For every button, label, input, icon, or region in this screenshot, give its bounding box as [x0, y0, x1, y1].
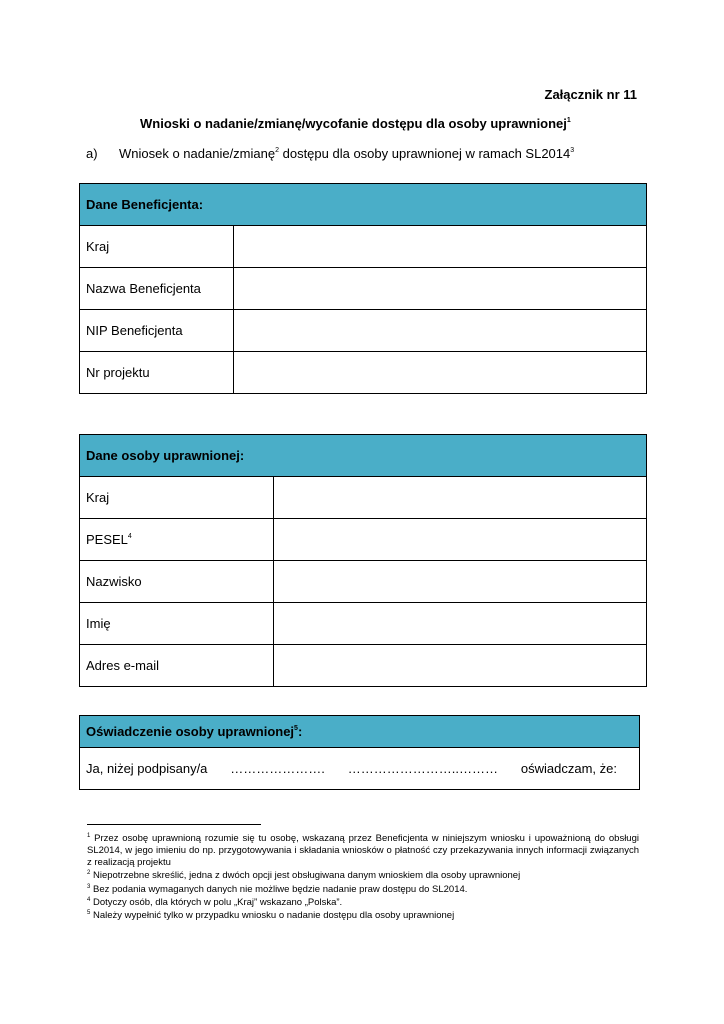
- footnote-number: 2: [87, 870, 91, 876]
- field-label-beneficiary-nip: NIP Beneficjenta: [80, 310, 234, 352]
- field-value-beneficiary-nip[interactable]: [234, 310, 647, 352]
- pesel-label-text: PESEL: [86, 532, 128, 547]
- document-title: [140, 116, 571, 131]
- declaration-prefix: Ja, niżej podpisany/a: [86, 761, 208, 776]
- title-text: Wnioski o nadanie/zmianę/wycofanie dostępu dla osoby uprawnionej: [140, 116, 567, 131]
- footnote-2: [87, 870, 639, 882]
- field-value-project-number[interactable]: [234, 352, 647, 394]
- declaration-table: [79, 715, 640, 790]
- authorized-person-table: [79, 434, 647, 687]
- declaration-heading-colon: :: [297, 724, 303, 739]
- field-label-surname: Nazwisko: [80, 561, 274, 603]
- field-value-beneficiary-name[interactable]: [234, 268, 647, 310]
- authorized-person-heading: Dane osoby uprawnionej:: [80, 435, 647, 477]
- declaration-blank-1[interactable]: ………………….: [230, 761, 325, 776]
- footnote-text: Niepotrzebne skreślić, jedna z dwóch opcji jest obsługiwana danym wnioskiem dla osoby uprawnionej: [90, 870, 521, 881]
- field-label-email: Adres e-mail: [80, 645, 274, 687]
- title-footnote-ref: 1: [566, 117, 571, 124]
- pesel-footnote-ref: 4: [127, 533, 132, 540]
- footnote-text: Przez osobę uprawnioną rozumie się tu osobę, wskazaną przez Beneficjenta w niniejszym wniosku i upoważnioną do obsługi SL2014, w jego imieniu do np. przygotowywania i składania wniosków o płatność czy przekazywania innych informacji związanych z realizacją projektu: [87, 833, 639, 868]
- field-label-country: Kraj: [80, 477, 274, 519]
- table-row: [80, 561, 647, 603]
- field-value-first-name[interactable]: [274, 603, 647, 645]
- table-row: [80, 352, 647, 394]
- subtitle-part2: dostępu dla osoby uprawnionej w ramach SL2014: [279, 146, 571, 161]
- declaration-heading-text: Oświadczenie osoby uprawnionej: [86, 724, 295, 739]
- footnote-number: 4: [87, 897, 91, 903]
- beneficiary-table: [79, 183, 647, 394]
- table-row: [80, 268, 647, 310]
- table-row: [80, 519, 647, 561]
- field-label-beneficiary-name: Nazwa Beneficjenta: [80, 268, 234, 310]
- table-row: [80, 477, 647, 519]
- table-row: [80, 310, 647, 352]
- field-label-country: Kraj: [80, 226, 234, 268]
- declaration-blank-2[interactable]: ……………………..………: [347, 761, 499, 776]
- section-subtitle: [86, 146, 574, 161]
- annex-number: Załącznik nr 11: [544, 87, 637, 102]
- footnote-text: Należy wypełnić tylko w przypadku wniosku o nadanie dostępu dla osoby uprawnionej: [90, 910, 455, 921]
- subtitle-footnote-ref-2: 2: [275, 147, 279, 154]
- field-value-country[interactable]: [234, 226, 647, 268]
- footnote-text: Dotyczy osób, dla których w polu „Kraj” wskazano „Polska”.: [90, 897, 343, 908]
- field-label-project-number: Nr projektu: [80, 352, 234, 394]
- declaration-heading: [80, 716, 640, 748]
- table-row: [80, 226, 647, 268]
- declaration-footnote-ref: 5: [294, 725, 298, 732]
- declaration-suffix: oświadczam, że:: [520, 761, 617, 776]
- footnote-number: 1: [87, 833, 91, 839]
- declaration-statement: [80, 748, 640, 790]
- footnote-1: [87, 833, 639, 869]
- table-row: [80, 603, 647, 645]
- footnote-separator: [87, 824, 261, 825]
- field-label-first-name: Imię: [80, 603, 274, 645]
- field-value-country[interactable]: [274, 477, 647, 519]
- field-value-surname[interactable]: [274, 561, 647, 603]
- field-value-pesel[interactable]: [274, 519, 647, 561]
- subtitle-part1: Wniosek o nadanie/zmianę: [119, 146, 276, 161]
- subtitle-letter: a): [86, 146, 98, 161]
- footnote-5: [87, 910, 639, 922]
- table-row: [80, 645, 647, 687]
- beneficiary-heading: Dane Beneficjenta:: [80, 184, 647, 226]
- footnote-4: [87, 897, 639, 909]
- footnote-number: 5: [87, 910, 91, 916]
- footnote-number: 3: [87, 884, 91, 890]
- footnote-3: [87, 884, 639, 896]
- field-label-pesel: [80, 519, 274, 561]
- footnote-text: Bez podania wymaganych danych nie możliwe będzie nadanie praw dostępu do SL2014.: [90, 884, 468, 895]
- field-value-email[interactable]: [274, 645, 647, 687]
- subtitle-footnote-ref-3: 3: [570, 147, 575, 154]
